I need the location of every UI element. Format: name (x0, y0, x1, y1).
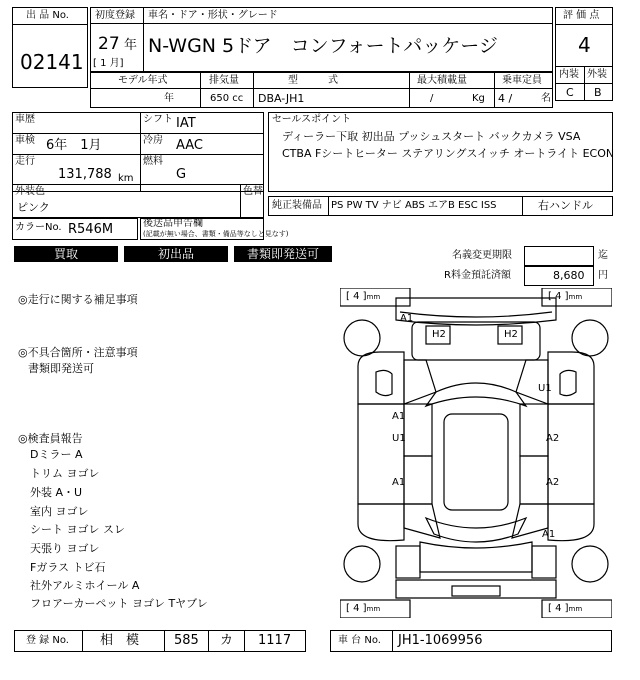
inspector-line: 室内 ヨゴレ (30, 505, 89, 518)
capacity-label: 乗車定員 (502, 75, 542, 86)
car-name-label: 車名・ドア・形状・グレード (148, 10, 278, 21)
lot-number: 02141 (20, 50, 84, 74)
ac-label: 冷房 (143, 135, 163, 146)
exterior-color-box (12, 184, 264, 218)
damage-mark-headlight-left: H2 (432, 329, 446, 340)
car-outline-svg (340, 288, 612, 618)
equipment-label: 純正装備品 (272, 200, 322, 211)
post-docs-label: 後送品申告欄 (143, 218, 203, 229)
score: 4 (578, 33, 591, 57)
score-label: 評 価 点 (563, 10, 600, 21)
exterior-color-label: 外装色 (15, 186, 45, 197)
sales-points-line1: ディーラー下取 初出品 プッシュスタート バックカメラ VSA (282, 130, 581, 143)
ac: AAC (176, 138, 203, 153)
interior-grade: C (566, 86, 574, 99)
tire-depth-rear-left: [ 4 ]mm (346, 603, 381, 614)
chassis-label: 車 台 No. (338, 635, 381, 646)
inspector-line: シート ヨゴレ スレ (30, 523, 125, 536)
damage-mark-door-front-left-2: U1 (392, 433, 406, 444)
model-year-label: モデル年式 (118, 75, 168, 86)
repaint-label: 色替 (243, 186, 263, 197)
model-type: DBA-JH1 (258, 92, 305, 105)
chassis-number: JH1-1069956 (398, 633, 483, 648)
damage-mark-door-front-right: A2 (546, 433, 560, 444)
exterior-label: 外装 (587, 69, 607, 80)
name-change-unit: 迄 (598, 250, 608, 261)
displacement-label: 排気量 (209, 75, 239, 86)
fuel: G (176, 167, 187, 182)
post-docs-note: (記載が無い場合、書類・備品等なしと見なす) (143, 230, 289, 238)
steering: 右ハンドル (538, 199, 593, 212)
first-reg-month: [ 1 月] (93, 58, 124, 69)
registration-class: 585 (174, 633, 199, 648)
first-reg-year: 27 (98, 34, 120, 54)
defects-text: 書類即発送可 (28, 362, 94, 375)
registration-number: 1117 (258, 633, 292, 648)
recycle-fee-value: 8,680 (553, 269, 585, 282)
mileage-unit: km (118, 173, 134, 184)
color-number-label: カラーNo. (15, 222, 62, 233)
sales-points-line2: CTBA Fシートヒーター ステアリングスイッチ オートライト ECON (282, 147, 615, 160)
mileage-label: 走行 (15, 156, 35, 167)
lot-number-label: 出 品 No. (26, 10, 69, 21)
inspector-title: ◎検査員報告 (18, 432, 83, 445)
history-label: 車歴 (15, 114, 35, 125)
tire-depth-front-right: [ 4 ]mm (548, 291, 583, 302)
equipment: PS PW TV ナビ ABS エアB ESC ISS (331, 200, 497, 211)
type-label: 型 式 (288, 75, 338, 86)
max-load-sep: / (430, 93, 434, 104)
damage-mark-fender-right: U1 (538, 383, 552, 394)
tag-kaitori: 買取 (14, 246, 118, 262)
tire-depth-front-left: [ 4 ]mm (346, 291, 381, 302)
capacity-unit: 名 (541, 93, 551, 104)
damage-mark-door-rear-left: A1 (392, 477, 406, 488)
inspector-line: 外装 A・U (30, 486, 83, 499)
inspector-line: 社外アルミホイール A (30, 579, 140, 592)
mileage: 131,788 (58, 167, 112, 182)
car-damage-diagram (340, 288, 612, 618)
color-number: R546M (68, 222, 114, 237)
registration-label: 登 録 No. (26, 635, 69, 646)
inspector-line: フロアーカーペット ヨゴレ Tヤブレ (30, 597, 208, 610)
damage-mark-door-rear-right: A2 (546, 477, 560, 488)
shaken: 6年 1月 (46, 138, 102, 153)
defects-title: ◎不具合箇所・注意事項 (18, 346, 138, 359)
first-registration-label: 初度登録 (95, 10, 135, 21)
exterior-color: ピンク (17, 201, 50, 214)
max-load-label: 最大積載量 (417, 75, 467, 86)
tag-docs-ready: 書類即発送可 (234, 246, 332, 262)
capacity: 4 / (498, 92, 513, 105)
max-load-unit: Kg (472, 93, 485, 104)
name-change-box (524, 246, 594, 266)
displacement: 650 cc (210, 93, 244, 104)
interior-label: 内装 (559, 69, 579, 80)
registration-kana: カ (220, 633, 234, 648)
inspector-line: 天張り ヨゴレ (30, 542, 100, 555)
fuel-label: 燃料 (143, 156, 163, 167)
model-year-unit: 年 (164, 93, 174, 104)
damage-mark-front-bumper: A1 (400, 313, 414, 324)
shift: IAT (176, 116, 196, 131)
recycle-fee-label: R料金預託済額 (444, 270, 511, 281)
shaken-label: 車検 (15, 135, 35, 146)
first-reg-year-unit: 年 (124, 38, 138, 53)
damage-mark-door-front-left: A1 (392, 411, 406, 422)
car-name: N-WGN 5ドア コンフォートパッケージ (148, 35, 498, 57)
tag-first-listing: 初出品 (124, 246, 228, 262)
driving-notes-title: ◎走行に関する補足事項 (18, 293, 138, 306)
registration-region: 相 模 (100, 633, 140, 648)
inspector-line: トリム ヨゴレ (30, 467, 100, 480)
exterior-grade: B (594, 86, 602, 99)
name-change-label: 名義変更期限 (452, 250, 512, 261)
damage-mark-quarter-right: A1 (542, 529, 556, 540)
sales-points-label: セールスポイント (272, 114, 352, 125)
inspector-line: Dミラー A (30, 448, 83, 461)
inspector-line: Fガラス トビ石 (30, 561, 106, 574)
shift-label: シフト (143, 114, 173, 125)
tire-depth-rear-right: [ 4 ]mm (548, 603, 583, 614)
recycle-fee-unit: 円 (598, 270, 608, 281)
damage-mark-headlight-right: H2 (504, 329, 518, 340)
